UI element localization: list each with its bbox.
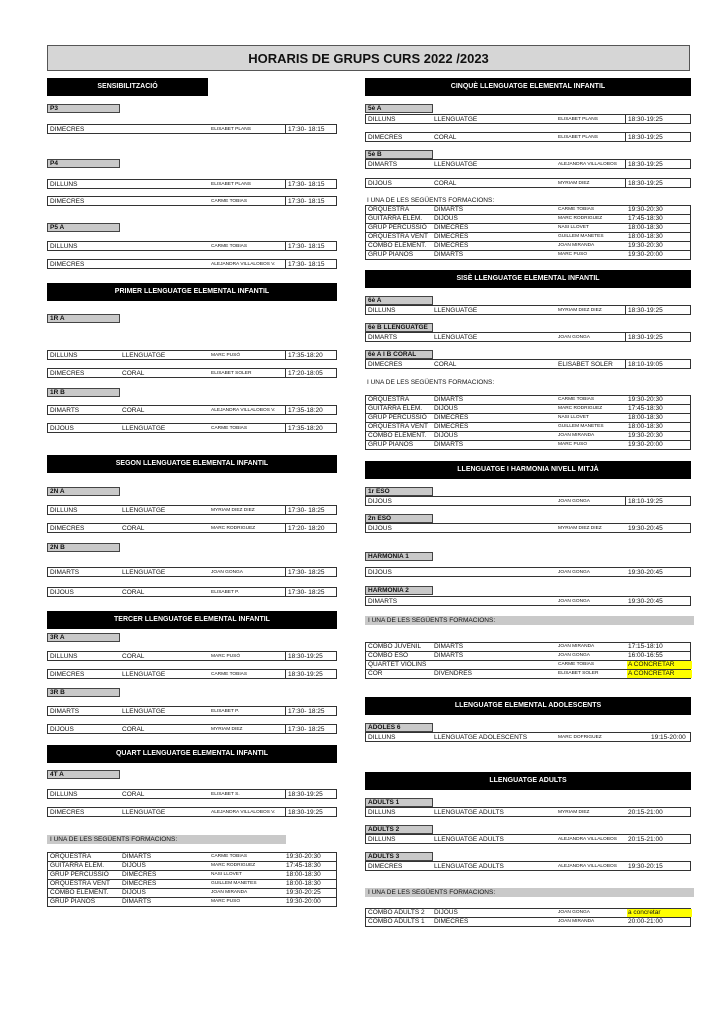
group-label-p4: P4 [47,159,120,168]
schedule-row: DILLUNS CARME TOBIAS 17:30- 18:15 [47,241,337,251]
schedule-row: DIMECRES CORAL ELISABET SOLER 18:10-19:05 [365,359,691,369]
formacio-row: GRUP PIANOS DIMARTS MARC PUSO 19:30-20:00 [368,251,663,258]
schedule-row: DIMARTS LLENGUATGE ALEJANDRA VILLALOBOS 18:30-19:25 [365,159,691,169]
schedule-row: DIJOUS JOAN GONGA 18:10-19:25 [365,496,691,506]
formacio-row: GUITARRA ELEM. DIJOUS MARC RODRIGUEZ 17:45-18:30 [366,405,690,414]
group-label-p5a: P5 A [47,223,120,232]
group-label-3ra: 3R A [47,633,120,642]
formacio-row: ORQUESTRA VENT DIMECRES GUILLEM MANETES 18:00-18:30 [366,423,690,432]
schedule-row: DILLUNS LLENGUATGE ADULTS ALEJANDRA VILLALOBOS 20:15-21:00 [365,834,691,844]
schedule-row: DIMARTS LLENGUATGE ELISABET P. 17:30- 18:25 [47,706,337,716]
schedule-row: DILLUNS LLENGUATGE ADULTS MYRIAM DIEZ 20:15-21:00 [365,807,691,817]
formacio-row: GRUP PERCUSSIÓ DIMECRES NASI LLOVET 18:00-18:30 [366,224,690,233]
group-label-2nb: 2N B [47,543,120,552]
highlighted-cell: A CONCRETAR [627,670,692,678]
schedule-row: DIJOUS JOAN GONGA 19:30-20:45 [365,567,691,577]
schedule-row: DILLUNS LLENGUATGE MYRIAM DIEZ DIEZ 18:30-19:25 [365,305,691,315]
schedule-row: DIJOUS LLENGUATGE CARME TOBIAS 17:35-18:20 [47,423,337,433]
formacio-row: COR DIVENDRES ELISABET SOLER A CONCRETAR [366,670,690,678]
group-label-harmonia-2: HARMONIA 2 [365,586,433,595]
section-header-quart: QUART LLENGUATGE ELEMENTAL INFANTIL [47,745,337,763]
group-label-adults-3: ADULTS 3 [365,852,433,861]
section-header-primer: PRIMER LLENGUATGE ELEMENTAL INFANTIL [47,283,337,301]
page-title: HORARIS DE GRUPS CURS 2022 /2023 [47,45,690,71]
formacio-row: COMBO ADULTS 1 DIMECRES JOAN MIRANDA 20:00-21:00 [368,918,663,925]
group-label-2eso: 2n ESO [365,514,433,523]
section-header-adults: LLENGUATGE ADULTS [365,772,691,790]
group-label-harmonia-1: HARMONIA 1 [365,552,433,561]
schedule-row: DIMECRES CORAL ELISABET SOLER 17:20-18:05 [47,368,337,378]
formacio-row: GRUP PIANOS DIMARTS MARC PUSO 19:30-20:00 [368,441,663,448]
formacio-row: ORQUESTRA DIMARTS CARME TOBIAS 19:30-20:30 [366,396,690,405]
formacio-row: QUARTET VIOLINS CARME TOBIAS A CONCRETAR [366,661,690,670]
group-label-5a: 5è A [365,104,433,113]
formacions-intro: I UNA DE LES SEGÜENTS FORMACIONS: [365,888,694,897]
section-header-cinque: CINQUÈ LLENGUATGE ELEMENTAL INFANTIL [365,78,691,96]
section-header-tercer: TERCER LLENGUATGE ELEMENTAL INFANTIL [47,611,337,629]
group-label-5b: 5è B [365,150,433,159]
section-header-sensibilitzacio: SENSIBILITZACIÓ [47,78,208,96]
formacions-intro: I UNA DE LES SEGÜENTS FORMACIONS: [367,379,495,386]
highlighted-cell: A CONCRETAR [627,661,692,669]
group-label-4ta: 4T A [47,770,120,779]
schedule-row: DIJOUS MYRIAM DIEZ DIEZ 19:30-20:45 [365,523,691,533]
formacions-list [47,852,337,907]
formacions-list [365,908,691,927]
formacio-row: GUITARRA ELEM. DIJOUS MARC RODRIGUEZ 17:45-18:30 [366,215,690,224]
section-header-adolescents: LLENGUATGE ELEMENTAL ADOLESCENTS [365,697,691,715]
formacio-row: GRUP PIANOS DIMARTS MARC PUSO 19:30-20:00 [50,898,321,905]
schedule-row: DILLUNS ELISABET PLANS 17:30- 18:15 [47,179,337,189]
formacio-row: ORQUESTRA VENT DIMECRES GUILLEM MANETES 18:00-18:30 [366,233,690,242]
formacions-intro: I UNA DE LES SEGÜENTS FORMACIONS: [47,835,286,844]
formacio-row: COMBO ELEMENT. DIMECRES JOAN MIRANDA 19:30-20:30 [366,242,690,251]
formacio-row: COMBO ESO DIMARTS JOAN GONGA 16:00-16:55 [366,652,690,661]
formacions-list [365,642,691,679]
group-label-1rb: 1R B [47,388,120,397]
formacio-row: ORQUESTRA DIMARTS CARME TOBIAS 19:30-20:30 [48,853,336,862]
group-label-1ra: 1R A [47,314,120,323]
formacio-row: GUITARRA ELEM. DIJOUS MARC RODRIGUEZ 17:45-18:30 [48,862,336,871]
group-label-6b: 6è B LLENGUATGE [365,323,433,332]
formacio-row: COMBO ELEMENT. DIJOUS JOAN MIRANDA 19:30-20:30 [366,432,690,441]
schedule-row: DIMARTS JOAN GONGA 19:30-20:45 [365,596,691,606]
formacio-row: GRUP PERCUSSIÓ DIMECRES NASI LLOVET 18:00-18:30 [48,871,336,880]
formacions-list [365,205,691,260]
formacio-row: ORQUESTRA VENT DIMECRES GUILLEM MANETES 18:00-18:30 [48,880,336,889]
formacio-row: GRUP PERCUSSIÓ DIMECRES NASI LLOVET 18:00-18:30 [366,414,690,423]
group-label-2na: 2N A [47,487,120,496]
formacio-row: COMBO ELEMENT. DIJOUS JOAN MIRANDA 19:30-20:25 [48,889,336,898]
section-header-mitja: LLENGUATGE I HARMONIA NIVELL MITJÀ [365,461,691,479]
schedule-row: DILLUNS LLENGUATGE ADOLESCENTS MARC DOFRIGUEZ 19:15-20:00 [365,732,691,742]
formacions-intro: I UNA DE LES SEGÜENTS FORMACIONS: [365,616,694,625]
section-header-segon: SEGON LLENGUATGE ELEMENTAL INFANTIL [47,455,337,473]
schedule-row: DIJOUS CORAL MYRIAM DIEZ 17:30- 18:25 [47,724,337,734]
schedule-row: DILLUNS CORAL MARC PUSÓ 18:30-19:25 [47,651,337,661]
schedule-row: DIJOUS CORAL MYRIAM DIEZ 18:30-19:25 [365,178,691,188]
schedule-row: DIMECRES CORAL ELISABET PLANS 18:30-19:25 [365,132,691,142]
schedule-row: DIMECRES LLENGUATGE CARME TOBIAS 18:30-19:25 [47,669,337,679]
schedule-row: DIMARTS CORAL ALEJANDRA VILLALOBOS V. 17:35-18:20 [47,405,337,415]
schedule-row: DIMECRES CARME TOBIAS 17:30- 18:15 [47,196,337,206]
formacio-row: COMBO JUVENIL DIMARTS JOAN MIRANDA 17:15-18:10 [366,643,690,652]
schedule-row: DILLUNS LLENGUATGE MARC PUSÓ 17:35-18:20 [47,350,337,360]
group-label-6ab-coral: 6è A I B CORAL [365,350,433,359]
group-label-adults-2: ADULTS 2 [365,825,433,834]
group-label-6a: 6è A [365,296,433,305]
formacions-intro: I UNA DE LES SEGÜENTS FORMACIONS: [367,197,495,204]
schedule-row: DIMECRES ALEJANDRA VILLALOBOS V. 17:30- 18:15 [47,259,337,269]
group-label-3rb: 3R B [47,688,120,697]
schedule-row: DIMARTS LLENGUATGE JOAN GONGA 18:30-19:25 [365,332,691,342]
group-label-adoles-6: ADOLES 6 [365,723,433,732]
formacions-list [365,395,691,450]
schedule-row: DIMECRES LLENGUATGE ALEJANDRA VILLALOBOS V. 18:30-19:25 [47,807,337,817]
schedule-row: DIMECRES LLENGUATGE ADULTS ALEJANDRA VILLALOBOS 19:30-20:15 [365,861,691,871]
schedule-row: DILLUNS CORAL ELISABET S. 18:30-19:25 [47,789,337,799]
schedule-row: DIMECRES ELISABET PLANS 17:30- 18:15 [47,124,337,134]
formacio-row: COMBO ADULTS 2 DIJOUS JOAN GONGA a concretar [366,909,690,918]
group-label-p3: P3 [47,104,120,113]
highlighted-cell: a concretar [627,909,692,917]
schedule-row: DIJOUS CORAL ELISABET P. 17:30- 18:25 [47,587,337,597]
formacio-row: ORQUESTRA DIMARTS CARME TOBIAS 19:30-20:30 [366,206,690,215]
schedule-row: DILLUNS LLENGUATGE ELISABET PLANS 18:30-19:25 [365,114,691,124]
group-label-1eso: 1r ESO [365,487,433,496]
schedule-row: DILLUNS LLENGUATGE MYRIAM DIEZ DIEZ 17:30- 18:25 [47,505,337,515]
schedule-row: DIMARTS LLENGUATGE JOAN GONGA 17:30- 18:25 [47,567,337,577]
schedule-row: DIMECRES CORAL MARC RODRIGUEZ 17:20- 18:20 [47,523,337,533]
group-label-adults-1: ADULTS 1 [365,798,433,807]
section-header-sise: SISÈ LLENGUATGE ELEMENTAL INFANTIL [365,270,691,288]
